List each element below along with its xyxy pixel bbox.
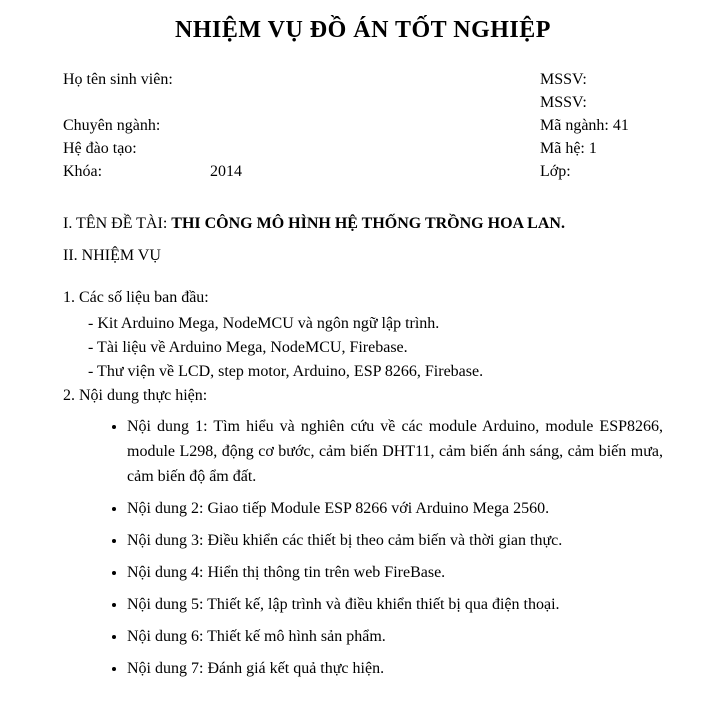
student-name-label: Họ tên sinh viên: [63, 71, 173, 88]
content-heading: 2. Nội dung thực hiện: [63, 387, 208, 404]
cohort-cell [63, 160, 540, 183]
list-item: - Kit Arduino Mega, NodeMCU và ngôn ngữ lập trình. [88, 315, 440, 332]
section-2-label: II. NHIỆM VỤ [63, 247, 161, 264]
list-item: • Nội dung 2: Giao tiếp Module ESP 8266 với Arduino Mega 2560. [127, 496, 663, 521]
page-title: NHIỆM VỤ ĐỒ ÁN TỐT NGHIỆP [175, 17, 551, 43]
cohort-label: Khóa: [63, 163, 103, 180]
list-item: • Nội dung 3: Điều khiển các thiết bị theo cảm biến và thời gian thực. [127, 528, 663, 553]
content-section [63, 384, 663, 681]
mssv-label-1: MSSV: [540, 71, 587, 88]
header-row [63, 91, 663, 114]
initial-data-section [63, 286, 663, 384]
initial-data-list [63, 312, 663, 384]
content-bullet-list [63, 414, 663, 681]
list-item: • Nội dung 6: Thiết kế mô hình sản phẩm. [127, 624, 663, 649]
list-item: • Nội dung 1: Tìm hiểu và nghiên cứu về các module Arduino, module ESP8266, module L298, động cơ bước, cảm biến DHT11, cảm biến ánh sáng, cảm biến mưa, cảm biến độ ẩm đất. [127, 414, 663, 489]
list-item: • Nội dung 7: Đánh giá kết quả thực hiện. [127, 656, 663, 681]
header-row [63, 68, 663, 91]
initial-data-heading: 1. Các số liệu ban đầu: [63, 289, 209, 306]
header-row [63, 160, 663, 183]
major-label: Chuyên ngành: [63, 117, 161, 134]
list-item: • Nội dung 5: Thiết kế, lập trình và điều khiển thiết bị qua điện thoại. [127, 592, 663, 617]
system-code-label: Mã hệ: 1 [540, 140, 597, 157]
list-item: • Nội dung 4: Hiển thị thông tin trên web FireBase. [127, 560, 663, 585]
cohort-year-value: 2014 [210, 163, 242, 180]
project-title-line [63, 211, 663, 236]
document-page [0, 16, 722, 716]
student-info-header [63, 68, 663, 183]
empty-cell [63, 91, 540, 114]
training-system-label: Hệ đào tạo: [63, 140, 137, 157]
header-row [63, 137, 663, 160]
list-item: - Thư viện về LCD, step motor, Arduino, ESP 8266, Firebase. [88, 363, 484, 380]
header-row [63, 114, 663, 137]
class-label: Lớp: [540, 163, 571, 180]
section-1-label: I. TÊN ĐỀ TÀI: [63, 215, 172, 232]
major-code-label: Mã ngành: 41 [540, 117, 629, 134]
section-headings [63, 211, 663, 268]
list-item: - Tài liệu về Arduino Mega, NodeMCU, Firebase. [88, 339, 408, 356]
mssv-label-2: MSSV: [540, 94, 587, 111]
project-title-text: THI CÔNG MÔ HÌNH HỆ THỐNG TRỒNG HOA LAN. [171, 215, 565, 232]
